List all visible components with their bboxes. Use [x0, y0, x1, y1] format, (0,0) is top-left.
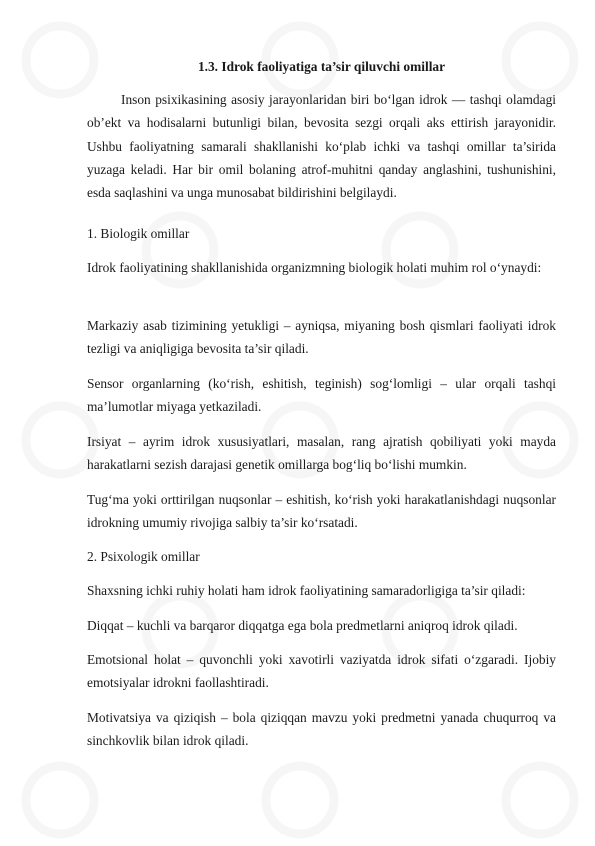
section1-item-4: Tug‘ma yoki orttirilgan nuqsonlar – eshitish, ko‘rish yoki harakatlanishdagi nuqsonlar idrokning umumiy rivojiga salbiy ta’sir ko‘rsatadi. — [87, 492, 556, 531]
section2-item-2: Emotsional holat – quvonchli yoki xavotirli vaziyatda idrok sifati o‘zgaradi. Ijobiy emotsiyalar idrokni faollashtiradi. — [87, 652, 556, 691]
section2-item-1: Diqqat – kuchli va barqaror diqqatga ega bola predmetlarni aniqroq idrok qiladi. — [87, 618, 518, 633]
intro-paragraph: Inson psixikasining asosiy jarayonlaridan biri bo‘lgan idrok — tashqi olamdagi ob’ekt va hodisalarni butunligi bilan, bevosita sezgi orqali aks ettirish jarayonidir. Ushbu faoliyatning samarali shakllanishi ko‘plab ichki va tashqi omillar ta’sirida yuzaga keladi. Har bir omil bolaning atrof-muhitni qanday anglashini, tushunishini, esda saqlashini va unga munosabat bildirishini belgilaydi. — [87, 92, 556, 201]
section1-item-2: Sensor organlarning (ko‘rish, eshitish, teginish) sog‘lomligi – ular orqali tashqi ma’lumotlar miyaga yetkaziladi. — [87, 376, 556, 415]
section2-item-3: Motivatsiya va qiziqish – bola qiziqqan mavzu yoki predmetni yanada chuqurroq va sinchkovlik bilan idrok qiladi. — [87, 710, 556, 749]
section-title: 1.3. Idrok faoliyatiga ta’sir qiluvchi omillar — [197, 59, 446, 74]
section1-item-3: Irsiyat – ayrim idrok xususiyatlari, masalan, rang ajratish qobiliyati yoki mayda harakatlarni sezish darajasi genetik omillarga bog‘liq bo‘lishi mumkin. — [87, 434, 556, 473]
section1-heading: 1. Biologik omillar — [87, 226, 190, 241]
section1-intro: Idrok faoliyatining shakllanishida organizmning biologik holati muhim rol o‘ynaydi: — [87, 260, 542, 275]
section2-intro: Shaxsning ichki ruhiy holati ham idrok faoliyatining samaradorligiga ta’sir qiladi: — [87, 583, 526, 598]
section2-heading: 2. Psixologik omillar — [87, 549, 200, 564]
section1-item-1: Markaziy asab tizimining yetukligi – ayniqsa, miyaning bosh qismlari faoliyati idrok tezligi va aniqligiga bevosita ta’sir qiladi. — [87, 318, 556, 357]
